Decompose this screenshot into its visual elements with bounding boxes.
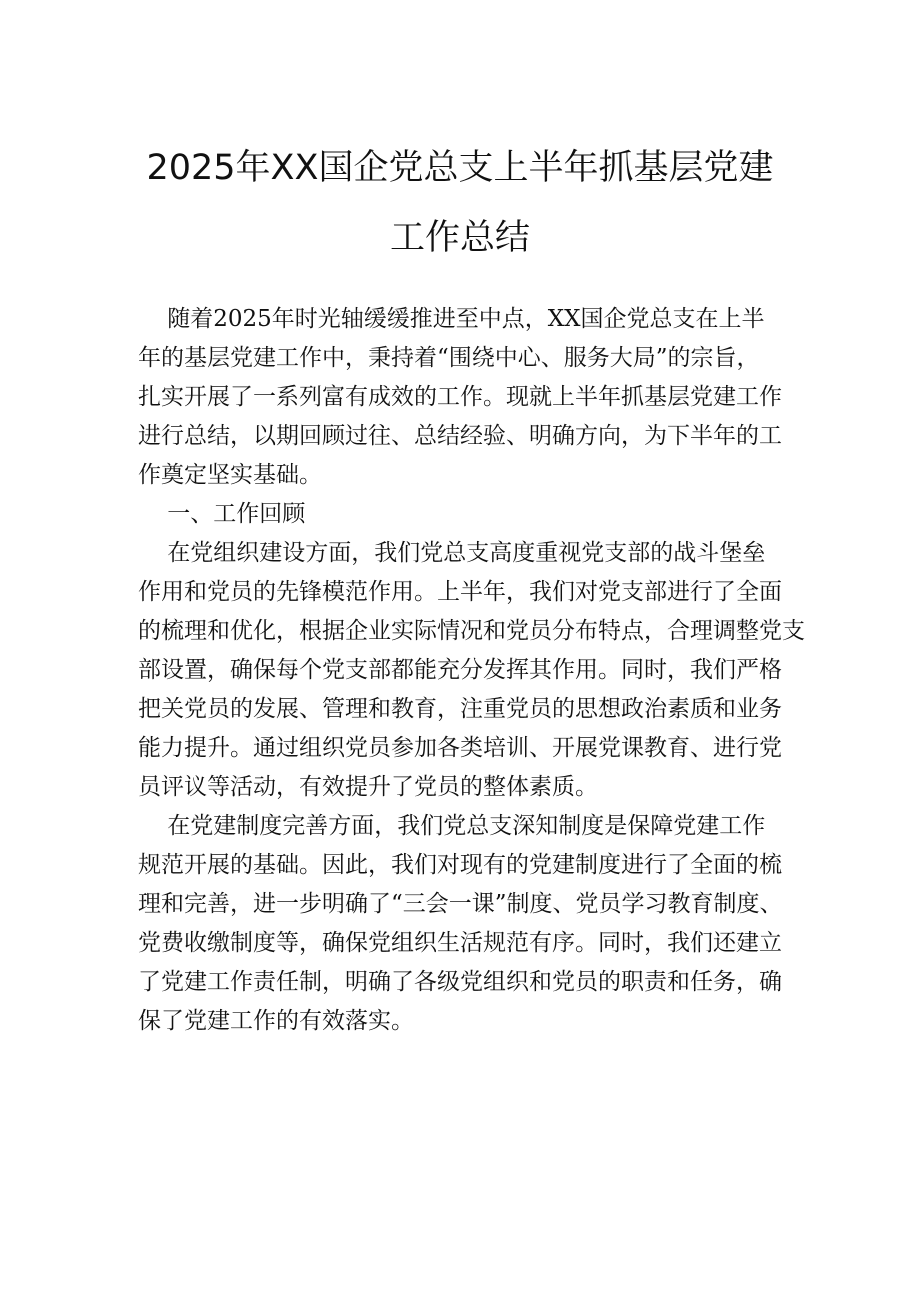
body-line: 理和完善，进一步明确了“三会一课”制度、党员学习教育制度、 (138, 891, 783, 917)
body-line: 随着2025年时光轴缓缓推进至中点，XX国企党总支在上半 (138, 306, 765, 332)
body-line: 作用和党员的先锋模范作用。上半年，我们对党支部进行了全面 (138, 579, 782, 605)
body-line: 了党建工作责任制，明确了各级党组织和党员的职责和任务，确 (138, 969, 782, 995)
body-line: 保了党建工作的有效落实。 (138, 1008, 414, 1034)
body-line: 规范开展的基础。因此，我们对现有的党建制度进行了全面的梳 (138, 852, 782, 878)
body-line: 能力提升。通过组织党员参加各类培训、开展党课教育、进行党 (138, 735, 782, 761)
body-line: 进行总结，以期回顾过往、总结经验、明确方向，为下半年的工 (138, 423, 782, 449)
body-line: 年的基层党建工作中，秉持着“围绕中心、服务大局”的宗旨， (138, 345, 760, 371)
body-line: 员评议等活动，有效提升了党员的整体素质。 (138, 774, 598, 800)
body-line: 在党建制度完善方面，我们党总支深知制度是保障党建工作 (138, 813, 766, 839)
body-line: 党费收缴制度等，确保党组织生活规范有序。同时，我们还建立 (138, 930, 782, 956)
body-line: 的梳理和优化，根据企业实际情况和党员分布特点，合理调整党支 (138, 618, 805, 644)
document-title-line-1: 2025年XX国企党总支上半年抓基层党建 (146, 148, 774, 188)
body-line: 扎实开展了一系列富有成效的工作。现就上半年抓基层党建工作 (138, 384, 782, 410)
document-body (138, 300, 805, 1041)
body-line: 部设置，确保每个党支部都能充分发挥其作用。同时，我们严格 (138, 657, 782, 683)
body-line: 把关党员的发展、管理和教育，注重党员的思想政治素质和业务 (138, 696, 782, 722)
document-title-line-2: 工作总结 (389, 218, 530, 258)
section-heading: 一、工作回顾 (138, 501, 306, 527)
body-line: 在党组织建设方面，我们党总支高度重视党支部的战斗堡垒 (138, 540, 766, 566)
body-line: 作奠定坚实基础。 (138, 462, 322, 488)
